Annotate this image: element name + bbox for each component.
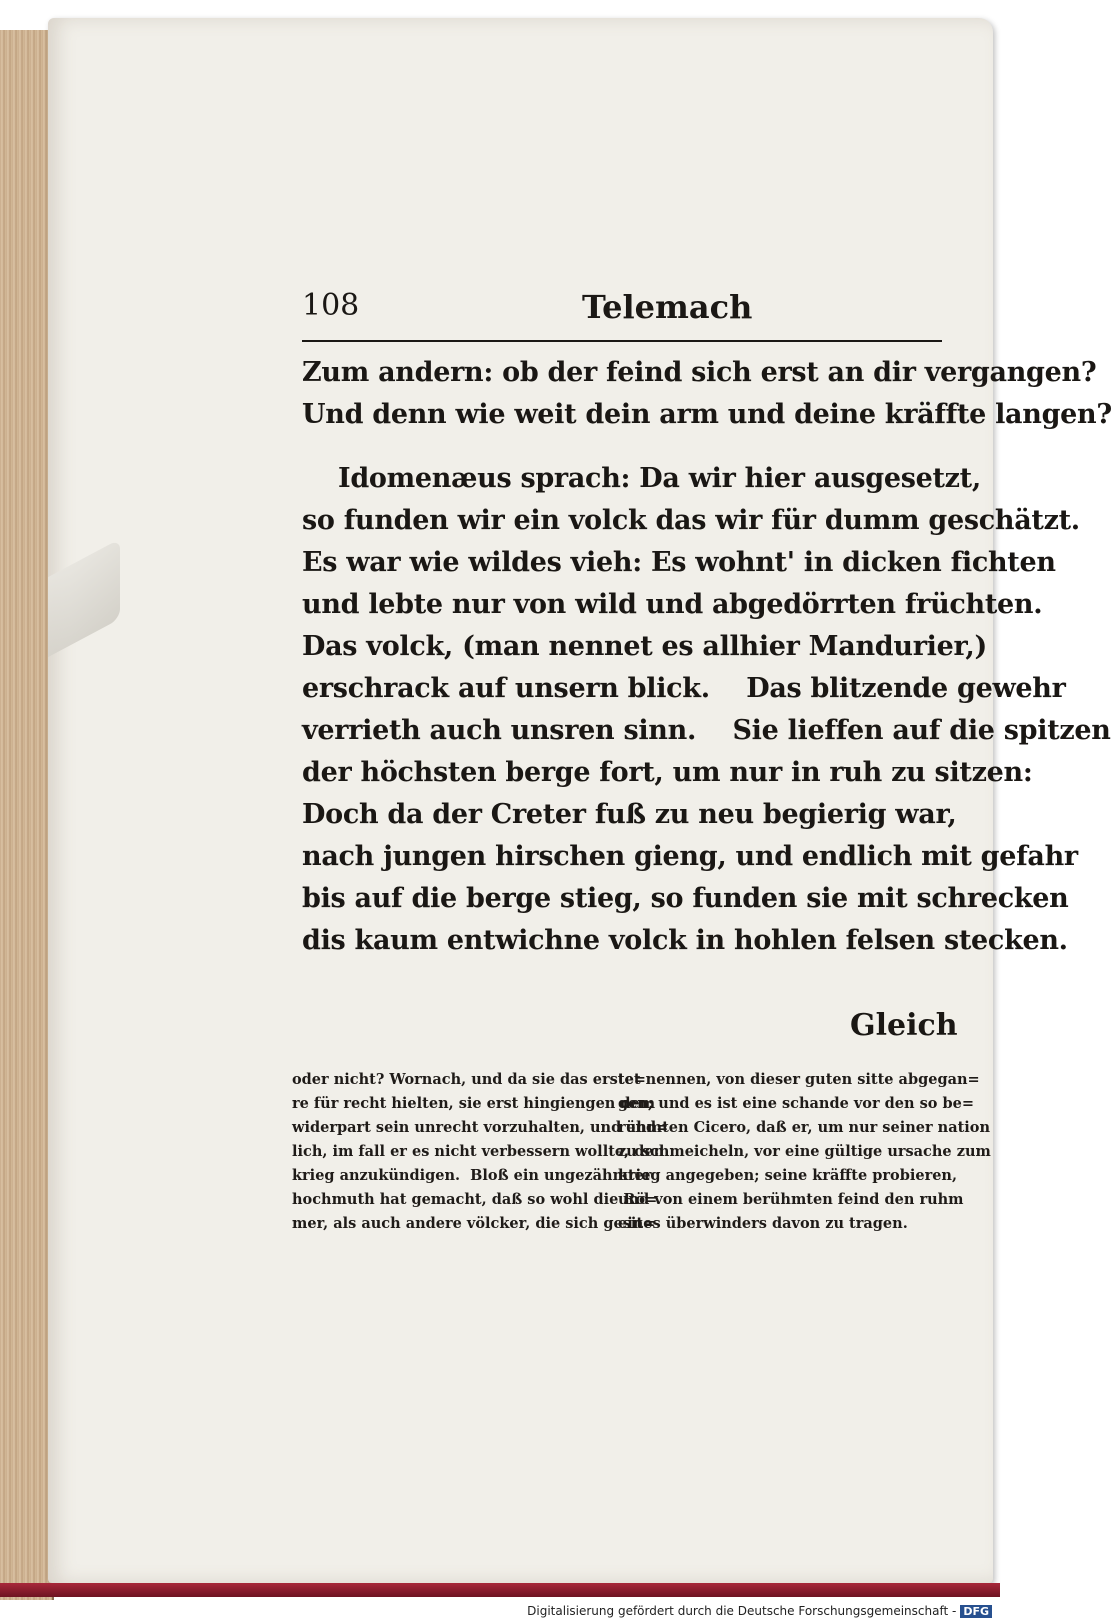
footnote-line: mer, als auch andere völcker, die sich gesit= [292, 1215, 656, 1232]
footnote-line: lich, im fall er es nicht verbessern wollte, den [292, 1143, 665, 1160]
verse-line: und lebte nur von wild und abgedörrten früchten. [302, 589, 1043, 620]
verse-line: verrieth auch unsren sinn. Sie lieffen auf die spitzen [302, 715, 1111, 746]
bookmark-strip [48, 539, 120, 657]
running-title: Telemach [582, 288, 753, 326]
digitization-credit [527, 1604, 992, 1618]
footnote-line: widerpart sein unrecht vorzuhalten, und end= [292, 1119, 669, 1136]
footnote-line: eines überwinders davon zu tragen. [618, 1215, 908, 1232]
verse-line: bis auf die berge stieg, so funden sie mit schrecken [302, 883, 1069, 914]
book-fore-edge [0, 30, 54, 1600]
running-header [302, 288, 942, 332]
header-rule [302, 340, 942, 342]
footnote-line: hochmuth hat gemacht, daß so wohl die Rö= [292, 1191, 658, 1208]
footnote-column-right [618, 1068, 991, 1236]
catchword: Gleich [850, 1008, 958, 1043]
verse-line: Idomenæus sprach: Da wir hier ausgesetzt, [338, 463, 981, 494]
verse-line: Das volck, (man nennet es allhier Mandurier,) [302, 631, 987, 662]
verse-line: erschrack auf unsern blick. Das blitzende gewehr [302, 673, 1066, 704]
verse-block [302, 352, 1112, 962]
verse-line: Zum andern: ob der feind sich erst an dir vergangen? [302, 357, 1097, 388]
page-number: 108 [302, 288, 360, 323]
verse-line: Doch da der Creter fuß zu neu begierig war, [302, 799, 957, 830]
verse-line: Es war wie wildes vieh: Es wohnt' in dicken fichten [302, 547, 1056, 578]
book-cover-edge [0, 1583, 1000, 1597]
verse-line: nach jungen hirschen gieng, und endlich mit gefahr [302, 841, 1078, 872]
footnote-line: re für recht hielten, sie erst hingiengen dem [292, 1095, 656, 1112]
dfg-logo: DFG [960, 1605, 992, 1618]
footnote-column-left [292, 1068, 669, 1236]
verse-line: der höchsten berge fort, um nur in ruh zu sitzen: [302, 757, 1033, 788]
footnote-line: rühmten Cicero, daß er, um nur seiner nation [618, 1119, 991, 1136]
footnote-line: krieg angegeben; seine kräffte probieren, [618, 1167, 958, 1184]
footnote-line: krieg anzukündigen. Bloß ein ungezähmter [292, 1167, 652, 1184]
stanza-gap [302, 436, 942, 458]
verse-line: dis kaum entwichne volck in hohlen felsen stecken. [302, 925, 1068, 956]
footnote-line: gen; und es ist eine schande vor den so be= [618, 1095, 975, 1112]
verse-line: Und denn wie weit dein arm und deine kräffte langen? [302, 399, 1112, 430]
footnote-line: tet nennen, von dieser guten sitte abgegan= [618, 1071, 980, 1088]
footnote-line: zu schmeicheln, vor eine gültige ursache zum [618, 1143, 991, 1160]
footnote-line: und von einem berühmten feind den ruhm [618, 1191, 964, 1208]
verse-line: so funden wir ein volck das wir für dumm geschätzt. [302, 505, 1080, 536]
credit-text: Digitalisierung gefördert durch die Deutsche Forschungsgemeinschaft - [527, 1604, 957, 1618]
footnote-line: oder nicht? Wornach, und da sie das erste= [292, 1071, 646, 1088]
